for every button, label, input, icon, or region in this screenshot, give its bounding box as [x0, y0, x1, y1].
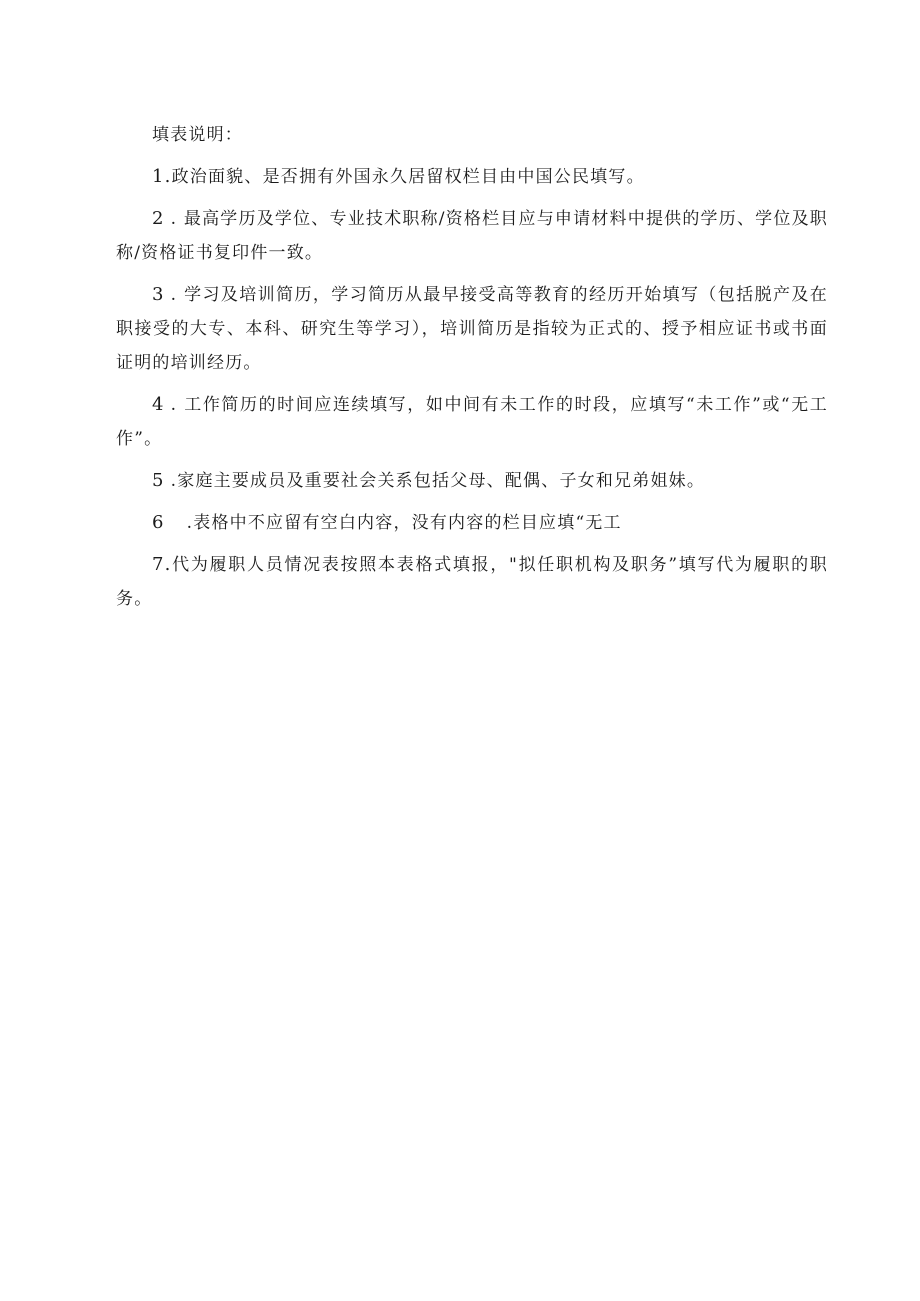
item-text: . 工作简历的时间应连续填写，如中间有未工作的时段，应填写“未工作”或“无工作”。 — [116, 395, 828, 449]
form-instructions — [116, 118, 828, 624]
instruction-item-5 — [116, 464, 828, 498]
item-text: .表格中不应留有空白内容，没有内容的栏目应填“无工 — [186, 513, 622, 533]
item-text: 代为履职人员情况表按照本表格式填报，"拟任职机构及职务”填写代为履职的职务。 — [116, 555, 828, 609]
instruction-item-1 — [116, 160, 828, 194]
item-number: 5 — [152, 470, 165, 491]
item-text: .家庭主要成员及重要社会关系包括父母、配偶、子女和兄弟姐妹。 — [170, 471, 706, 491]
item-text: 政治面貌、是否拥有外国永久居留权栏目由中国公民填写。 — [171, 167, 645, 187]
instructions-heading: 填表说明： — [152, 125, 243, 145]
instruction-item-6 — [116, 506, 828, 540]
item-number: 2 — [152, 208, 165, 229]
item-text: . 最高学历及学位、专业技术职称/资格栏目应与申请材料中提供的学历、学位及职称/资格证书复印件一致。 — [116, 209, 828, 263]
item-number: 6 — [152, 512, 165, 533]
item-number: 7. — [152, 554, 172, 575]
item-text: . 学习及培训简历，学习简历从最早接受高等教育的经历开始填写（包括脱产及在职接受的大专、本科、研究生等学习），培训简历是指较为正式的、授予相应证书或书面证明的培训经历。 — [116, 285, 828, 373]
item-number: 4 — [152, 394, 165, 415]
instruction-item-4 — [116, 388, 828, 456]
instruction-item-7 — [116, 548, 828, 616]
item-number: 1. — [152, 166, 172, 187]
item-number: 3 — [152, 284, 165, 305]
instruction-item-2 — [116, 202, 828, 270]
instruction-item-3 — [116, 278, 828, 380]
